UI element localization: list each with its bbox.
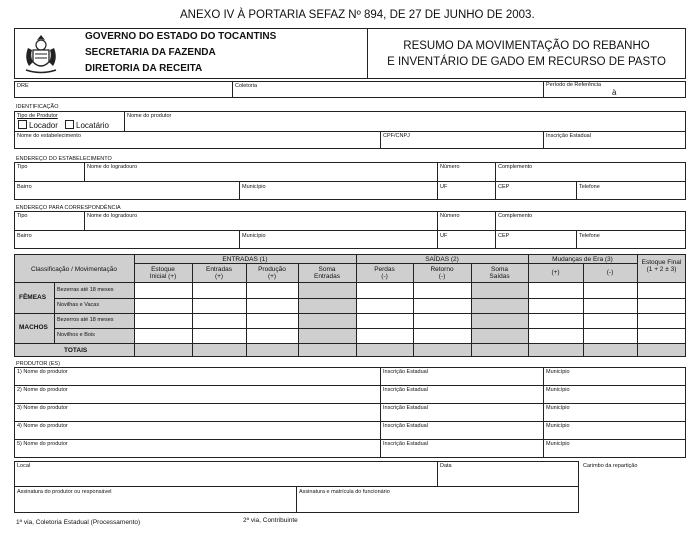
col-soma-saidas (471, 266, 528, 280)
est-municipio-field[interactable]: Município (242, 184, 266, 190)
classificacao-header: Classificação / Movimentação (31, 266, 117, 273)
corr-municipio-field[interactable]: Município (242, 233, 266, 239)
corr-tipo-field[interactable]: Tipo (17, 213, 28, 219)
est-cep-field[interactable]: CEP (498, 184, 510, 190)
col-mudancas-plus: (+) (551, 269, 560, 276)
col-soma-saidas-line2: Saídas (489, 273, 510, 280)
form-title-line-2: E INVENTÁRIO DE GADO EM RECURSO DE PASTO (387, 56, 666, 68)
femeas-label: FÊMEAS (19, 294, 47, 301)
bezerras-label: Bezerras até 18 meses (57, 287, 114, 293)
col-soma-entradas-line2: Entradas (313, 273, 341, 280)
data-field[interactable]: Data (440, 463, 452, 469)
periodo-referencia-field[interactable]: Período de Referência (546, 82, 602, 88)
col-producao-line2: (+) (267, 273, 277, 280)
saidas-group-header: SAÍDAS (2) (425, 256, 459, 263)
assinatura-produtor-field[interactable]: Assinatura do produtor ou responsável (17, 489, 112, 495)
corr-complemento-field[interactable]: Complemento (498, 213, 533, 219)
corr-logradouro-field[interactable]: Nome do logradouro (87, 213, 138, 219)
col-entradas (192, 266, 246, 280)
estoque-final-formula: (1 + 2 ± 3) (646, 266, 677, 273)
col-soma-entradas (298, 266, 356, 280)
col-entradas-line1: Entradas (205, 266, 233, 273)
mudancas-group-header: Mudanças de Era (3) (552, 256, 613, 263)
col-soma-entradas-line1: Soma (318, 266, 336, 273)
produtor-2-nome-field[interactable]: 2) Nome do produtor (17, 387, 68, 393)
produtor-4-nome-field[interactable]: 4) Nome do produtor (17, 423, 68, 429)
est-numero-field[interactable]: Número (440, 164, 460, 170)
novilhas-label: Novilhas e Vacas (57, 302, 100, 308)
locatario-checkbox[interactable] (65, 120, 109, 130)
produtor-2-inscricao-field[interactable]: Inscrição Estadual (383, 387, 428, 393)
coat-of-arms-emblem (20, 32, 62, 76)
est-uf-field[interactable]: UF (440, 184, 448, 190)
novilhos-label: Novilhos e Bois (57, 332, 95, 338)
produtor-5-inscricao-field[interactable]: Inscrição Estadual (383, 441, 428, 447)
corr-numero-field[interactable]: Número (440, 213, 460, 219)
produtor-5-municipio-field[interactable]: Município (546, 441, 570, 447)
org-name-line-3: DIRETORIA DA RECEITA (85, 63, 203, 74)
coletoria-field[interactable]: Coletoria (235, 83, 258, 89)
est-complemento-field[interactable]: Complemento (498, 164, 533, 170)
produtor-5-nome-field[interactable]: 5) Nome do produtor (17, 441, 68, 447)
col-perdas-line1: Perdas (374, 266, 395, 273)
produtor-3-municipio-field[interactable]: Município (546, 405, 570, 411)
cpf-cnpj-field[interactable]: CPF/CNPJ (383, 133, 410, 139)
produtor-1-nome-field[interactable]: 1) Nome do produtor (17, 369, 68, 375)
corr-cep-field[interactable]: CEP (498, 233, 510, 239)
produtor-4-inscricao-field[interactable]: Inscrição Estadual (383, 423, 428, 429)
corr-bairro-field[interactable]: Bairro (17, 233, 32, 239)
produtor-3-nome-field[interactable]: 3) Nome do produtor (17, 405, 68, 411)
produtor-1-municipio-field[interactable]: Município (546, 369, 570, 375)
endereco-correspondencia-section-label: ENDEREÇO PARA CORRESPONDÊNCIA (16, 205, 121, 211)
nome-estabelecimento-field[interactable]: Nome do estabelecimento (17, 133, 81, 139)
estoque-final-label: Estoque Final (641, 259, 682, 266)
est-telefone-field[interactable]: Telefone (579, 184, 600, 190)
local-field[interactable]: Local (17, 463, 31, 469)
machos-label: MACHOS (19, 324, 48, 331)
corr-telefone-field[interactable]: Telefone (579, 233, 600, 239)
via-1-label: 1ª via, Coletoria Estadual (Processamento) (16, 519, 141, 526)
org-name-line-2: SECRETARIA DA FAZENDA (85, 47, 216, 58)
bezerros-label: Bezerros até 18 meses (57, 317, 114, 323)
col-retorno-line2: (-) (438, 273, 446, 280)
locador-checkbox-box[interactable] (18, 120, 27, 129)
col-producao-line1: Produção (258, 266, 286, 273)
produtor-3-inscricao-field[interactable]: Inscrição Estadual (383, 405, 428, 411)
locatario-label: Locatário (76, 121, 109, 130)
form-title-line-1: RESUMO DA MOVIMENTAÇÃO DO REBANHO (403, 40, 650, 52)
col-mudancas-minus: (-) (606, 269, 614, 276)
col-retorno (413, 266, 471, 280)
assinatura-funcionario-field[interactable]: Assinatura e matrícula do funcionário (299, 489, 390, 495)
locador-checkbox[interactable] (18, 120, 58, 130)
locatario-checkbox-box[interactable] (65, 120, 74, 129)
periodo-separator: à (612, 88, 617, 97)
est-bairro-field[interactable]: Bairro (17, 184, 32, 190)
col-producao (246, 266, 298, 280)
produtores-section-label: PRODUTOR (ES) (16, 361, 60, 367)
est-logradouro-field[interactable]: Nome do logradouro (87, 164, 138, 170)
org-name-line-1: GOVERNO DO ESTADO DO TOCANTINS (85, 31, 277, 42)
col-retorno-line1: Retorno (430, 266, 454, 273)
corr-uf-field[interactable]: UF (440, 233, 448, 239)
dre-field[interactable]: DRE (17, 83, 29, 89)
produtor-2-municipio-field[interactable]: Município (546, 387, 570, 393)
col-estoque-inicial-line2: Inicial (+) (149, 273, 177, 280)
nome-produtor-field[interactable]: Nome do produtor (127, 113, 172, 119)
estoque-final-header (637, 259, 686, 273)
via-2-label: 2ª via, Contribuinte (243, 517, 298, 524)
locador-label: Locador (29, 121, 58, 130)
col-perdas-line2: (-) (381, 273, 388, 280)
totais-label: TOTAIS (64, 347, 88, 354)
col-estoque-inicial-line1: Estoque (151, 266, 175, 273)
est-tipo-field[interactable]: Tipo (17, 164, 28, 170)
identificacao-section-label: IDENTIFICAÇÃO (16, 104, 59, 110)
col-estoque-inicial (134, 266, 192, 280)
tipo-produtor-label: Tipo de Produtor (17, 113, 58, 119)
inscricao-estadual-field[interactable]: Inscrição Estadual (546, 133, 591, 139)
annex-title: ANEXO IV À PORTARIA SEFAZ Nº 894, DE 27 DE JUNHO DE 2003. (180, 9, 535, 21)
col-entradas-line2: (+) (214, 273, 224, 280)
produtores-box (14, 367, 686, 458)
col-soma-saidas-line1: Soma (491, 266, 508, 273)
col-perdas (356, 266, 413, 280)
carimbo-reparticao-field[interactable]: Carimbo da repartição (583, 463, 638, 469)
entradas-group-header: ENTRADAS (1) (222, 256, 268, 263)
produtor-1-inscricao-field[interactable]: Inscrição Estadual (383, 369, 428, 375)
produtor-4-municipio-field[interactable]: Município (546, 423, 570, 429)
endereco-estabelecimento-section-label: ENDEREÇO DO ESTABELECIMENTO (16, 156, 112, 162)
identificacao-box (14, 111, 686, 149)
